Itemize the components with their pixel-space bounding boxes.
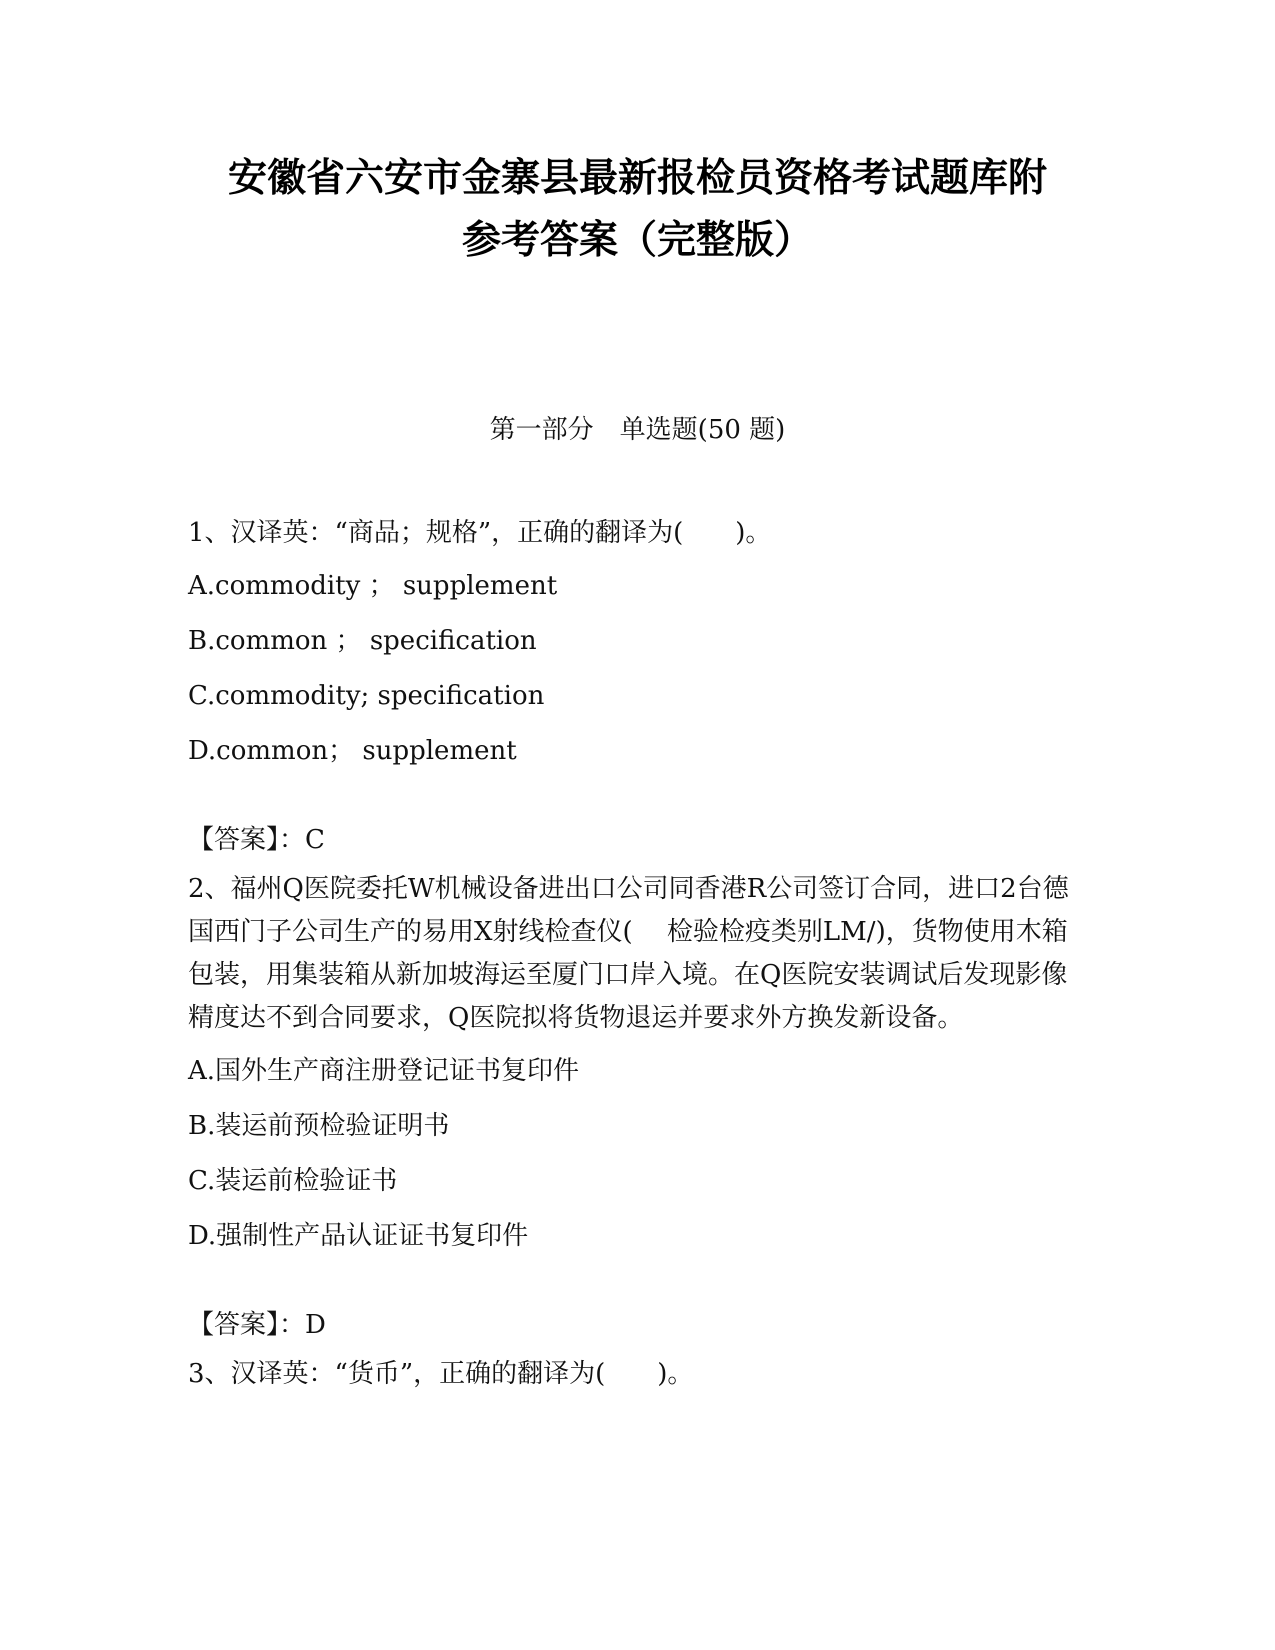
option-c: C.commodity; specification [188, 681, 545, 711]
document-title-line-1: 安徽省六安市金寨县最新报检员资格考试题库附 [227, 156, 1047, 201]
answer-label: 【答案】：C [188, 825, 325, 855]
question-stem: 3、汉译英：“货币”，正确的翻译为( )。 [188, 1359, 694, 1389]
option-d: D.common； supplement [188, 736, 517, 766]
question-stem: 2、福州Q医院委托W机械设备进出口公司同香港R公司签订合同，进口2台德国西门子公司生产的易用X射线检查仪( 检验检疫类别LM/)，货物使用木箱包装，用集装箱从新加坡海运至厦门口岸入境。在Q医院安装调试后发现影像精度达不到合同要求，Q医院拟将货物退运并要求外方换发新设备。 [188, 874, 1069, 1033]
option-b: B.common ； specification [188, 626, 537, 656]
section-heading: 第一部分 单选题(50 题) [489, 415, 786, 445]
document-title-line-2: 参考答案（完整版） [461, 218, 813, 263]
question-1 [188, 512, 1088, 862]
option-a: A.国外生产商注册登记证书复印件 [188, 1056, 580, 1086]
option-a: A.commodity ； supplement [188, 571, 558, 601]
question-stem: 1、汉译英：“商品；规格”，正确的翻译为( )。 [188, 518, 772, 548]
answer-label: 【答案】：D [188, 1310, 326, 1340]
question-list [188, 512, 1088, 1406]
option-c: C.装运前检验证书 [188, 1166, 398, 1196]
question-2 [188, 868, 1088, 1347]
option-d: D.强制性产品认证证书复印件 [188, 1221, 529, 1251]
document-title [150, 148, 1125, 272]
option-b: B.装运前预检验证明书 [188, 1111, 450, 1141]
question-3 [188, 1353, 1088, 1396]
